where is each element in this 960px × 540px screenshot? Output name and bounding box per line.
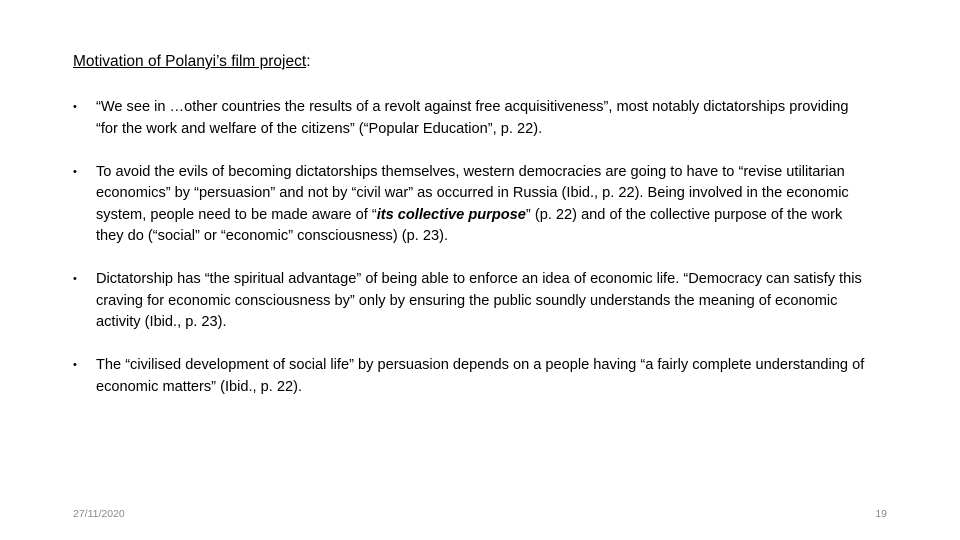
bullet-text-after: ” (p. 22) and of the collective purpose of the work they do (“social” or “economic” consciousness) (p. 23). [96,206,843,244]
bullet-item [73,97,873,140]
bullet-item [73,162,873,248]
bullet-text [96,164,849,245]
bullet-text-before: To avoid the evils of becoming dictatorships themselves, western democracies are going to have to “revise utilitarian economics” by “persuasion” and not by “civil war” as occurred in Russia (Ibid., p. 22). Being involved in the economic system, people need to be made aware of “ [96,163,849,223]
footer-date: 27/11/2020 [73,508,125,520]
bullet-marker: • [73,273,77,285]
bullet-item [73,269,873,334]
bullet-text: Dictatorship has “the spiritual advantage” of being able to enforce an idea of economic life. “Democracy can satisfy this craving for economic consciousness by” only by ensuring the public soundly understands the meaning of economic activity (Ibid., p. 23). [96,271,862,330]
bullet-text: “We see in …other countries the results of a revolt against free acquisitiveness”, most notably dictatorships providing “for the work and welfare of the citizens” (“Popular Education”, p. 22). [96,99,849,137]
bullet-marker: • [73,165,77,178]
bullet-item [73,355,873,398]
bullet-text: The “civilised development of social life” by persuasion depends on a people having “a fairly complete understanding of economic matters” (Ibid., p. 22). [96,357,865,395]
bullet-emphasis: its collective purpose [376,206,526,223]
bullet-marker: • [73,101,77,113]
bullet-list [73,97,873,420]
slide-heading [73,52,311,72]
slide-heading-text: Motivation of Polanyi’s film project [73,53,307,70]
slide-heading-colon: : [306,53,311,70]
footer-page-number: 19 [875,508,887,520]
bullet-marker: • [73,359,77,371]
